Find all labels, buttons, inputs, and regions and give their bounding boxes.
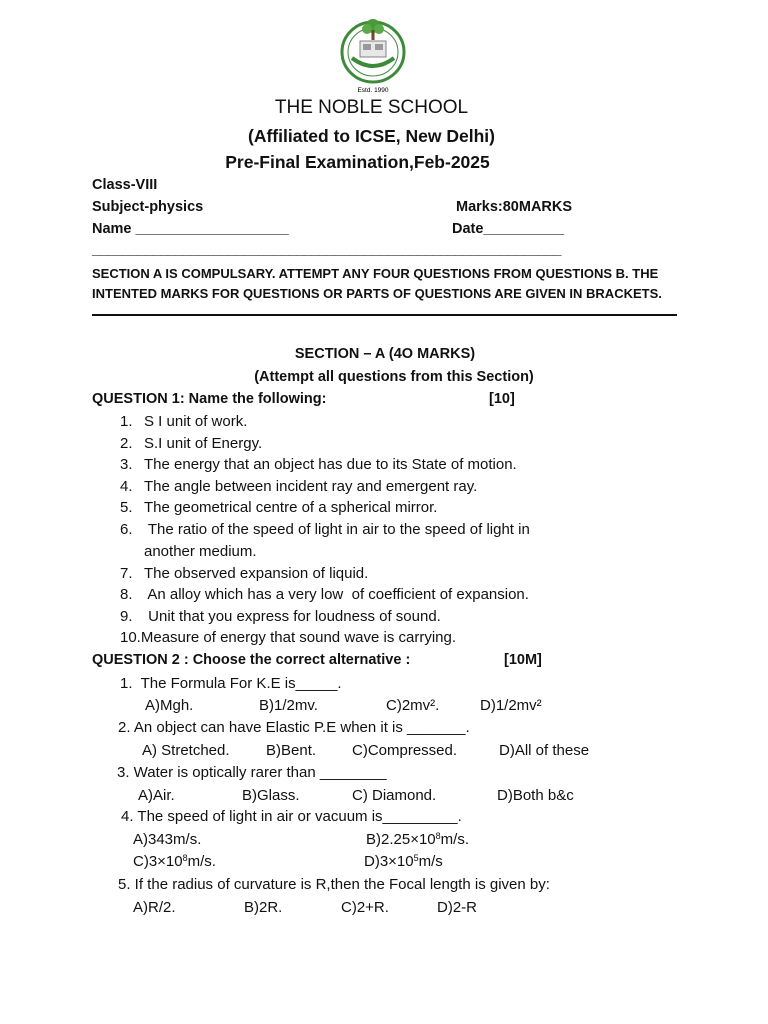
class-label: Class-VIII <box>92 177 158 193</box>
option-a: A)R/2. <box>133 899 176 916</box>
option-b: B)Glass. <box>242 787 300 804</box>
name-field: Name ___________________ <box>92 221 289 237</box>
q2-part-2: 2. An object can have Elastic P.E when it is _______. <box>118 719 470 736</box>
school-name: THE NOBLE SCHOOL <box>274 97 469 118</box>
affiliation: (Affiliated to ICSE, New Delhi) <box>248 126 495 146</box>
option-c: C) Diamond. <box>352 787 437 804</box>
horizontal-rule <box>92 314 677 316</box>
list-item: 5. The geometrical centre of a spherical mirror. <box>120 499 438 516</box>
list-item: 3. The energy that an object has due to its State of motion. <box>120 456 517 473</box>
q2-part-1: 1. The Formula For K.E is_____. <box>120 675 342 692</box>
option-c: C)2mv². <box>386 697 440 714</box>
marks-label: Marks:80MARKS <box>456 199 573 215</box>
option-a: A)343m/s. <box>133 831 202 848</box>
instructions <box>92 264 672 304</box>
option-a: A)Air. <box>138 787 175 804</box>
established-year: Estd. 1990 <box>357 87 389 94</box>
school-logo <box>340 14 406 94</box>
option-c: C)2+R. <box>341 899 389 916</box>
option-c: C)Compressed. <box>352 742 458 759</box>
option-c: $C)3\times 10^8m/s$. <box>133 853 216 870</box>
option-d: D)All of these <box>499 742 590 759</box>
subject-label: Subject-physics <box>92 199 204 215</box>
list-item: 10.Measure of energy that sound wave is carrying. <box>120 629 457 646</box>
list-item: 1. S I unit of work. <box>120 413 248 430</box>
option-a: A) Stretched. <box>142 742 230 759</box>
option-d: D)Both b&c <box>497 787 574 804</box>
q2-part-3: 3. Water is optically rarer than ________ <box>117 764 387 781</box>
option-b: B)Bent. <box>266 742 317 759</box>
option-b: B)2R. <box>244 899 283 916</box>
instructions-line-2: INTENTED MARKS FOR QUESTIONS OR PARTS OF QUESTIONS ARE GIVEN IN BRACKETS. <box>92 286 662 301</box>
q2-part-5: 5. If the radius of curvature is R,then the Focal length is given by: <box>118 876 550 893</box>
section-a-subtitle: (Attempt all questions from this Section) <box>254 369 534 385</box>
option-d: $D)3\times 10^5m/s$ <box>364 853 443 870</box>
q2-heading: QUESTION 2 : Choose the correct alternative : <box>92 652 411 668</box>
section-a-title: SECTION – A (4O MARKS) <box>294 346 476 362</box>
option-b: $B)2.25\times 10^8m/s$. <box>366 831 469 848</box>
date-field: Date__________ <box>452 221 565 237</box>
list-item: 7. The observed expansion of liquid. <box>120 565 369 582</box>
list-item: 9. Unit that you express for loudness of sound. <box>120 608 441 625</box>
q2-part-4: 4. The speed of light in air or vacuum is_________. <box>121 808 462 825</box>
option-d: D)1/2mv² <box>480 697 542 714</box>
exam-title: Pre-Final Examination,Feb-2025 <box>225 152 490 172</box>
list-item: 6. The ratio of the speed of light in air to the speed of light in <box>120 521 530 538</box>
list-item: 2. S.I unit of Energy. <box>120 435 263 452</box>
q1-marks: [10] <box>489 391 515 407</box>
list-item: 8. An alloy which has a very low of coefficient of expansion. <box>120 586 529 603</box>
option-d: D)2-R <box>437 899 477 916</box>
instructions-line-1: SECTION A IS COMPULSARY. ATTEMPT ANY FOUR QUESTIONS FROM QUESTIONS B. THE <box>92 266 659 281</box>
option-a: A)Mgh. <box>145 697 194 714</box>
list-item: another medium. <box>144 543 257 560</box>
option-b: B)1/2mv. <box>259 697 318 714</box>
q2-marks: [10M] <box>504 652 542 668</box>
q1-heading: QUESTION 1: Name the following: <box>92 391 327 407</box>
list-item: 4. The angle between incident ray and emergent ray. <box>120 478 478 495</box>
divider-underline: ______________________________________________________________ <box>92 242 561 258</box>
